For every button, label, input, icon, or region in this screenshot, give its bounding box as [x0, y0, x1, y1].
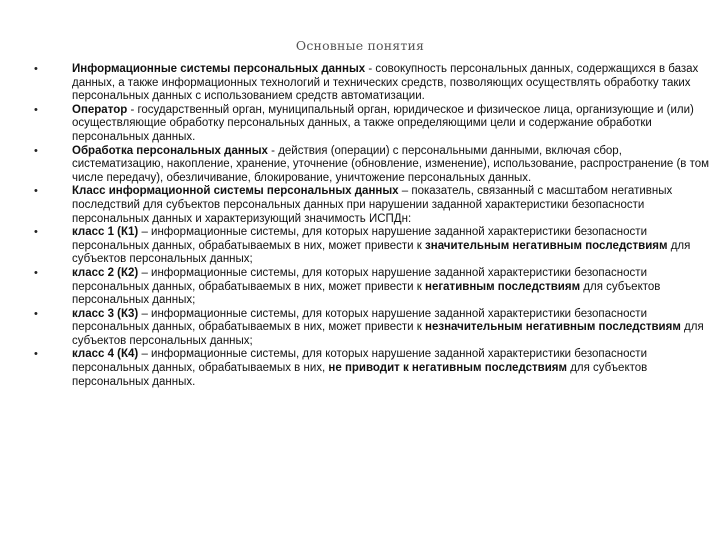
item-text: для субъектов персональных данных; — [72, 239, 691, 266]
list-item — [0, 145, 720, 186]
list-item — [0, 104, 720, 145]
emphasis-text: значительным негативным последствиям — [425, 239, 668, 252]
item-text: - действия (операции) с персональными данными, включая сбор, систематизацию, накопление, хранение, уточнение (обновление, изменение), использование, распространение (в том числе передачу), обезличивание, блокирование, уничтожение персональных данных. — [72, 144, 710, 184]
item-text: – показатель, связанный с масштабом негативных последствий для субъектов персональных данных при нарушении заданной характеристики безопасности персональных данных и характеризующий значимость ИСПДн: — [72, 185, 673, 225]
item-text: - совокупность персональных данных, содержащихся в базах данных, а также информационных технологий и технических средств, позволяющих осуществлять обработку таких персональных данных с использованием средств автоматизации. — [72, 63, 699, 103]
term-label: класс 3 (К3) — [72, 307, 139, 320]
term-label: Оператор — [72, 103, 128, 116]
bullet-icon: • — [34, 103, 38, 116]
bullet-list — [0, 63, 720, 389]
item-text: - государственный орган, муниципальный орган, юридическое и физическое лица, организующие и (или) осуществляющие обработку персональных данных, а также определяющими цели и содержание обработки персональных данных. — [72, 103, 694, 143]
item-text: – информационные системы, для которых нарушение заданной характеристики безопасности персональных данных, обрабатываемых в них, может привести к — [72, 266, 647, 293]
term-label: Информационные системы персональных данных — [72, 63, 366, 75]
page-title: Основные понятия — [295, 38, 425, 53]
list-item — [0, 63, 720, 104]
bullet-icon: • — [34, 348, 38, 361]
bullet-icon: • — [34, 185, 38, 198]
emphasis-text: незначительным негативным последствиям — [425, 321, 681, 334]
list-item — [0, 267, 720, 308]
emphasis-text: негативным последствиям — [425, 280, 581, 293]
bullet-icon: • — [34, 144, 38, 157]
item-text: – информационные системы, для которых нарушение заданной характеристики безопасности персональных данных, обрабатываемых в них, — [72, 348, 647, 375]
item-text: для субъектов персональных данных. — [72, 362, 648, 388]
term-label: Класс информационной системы персональных данных — [72, 185, 399, 198]
term-label: класс 4 (К4) — [72, 348, 139, 361]
bullet-icon: • — [34, 307, 38, 320]
item-text: – информационные системы, для которых нарушение заданной характеристики безопасности персональных данных, обрабатываемых в них, может привести к — [72, 307, 647, 334]
emphasis-text: не приводит к негативным последствиям — [328, 362, 567, 375]
item-text: – информационные системы, для которых нарушение заданной характеристики безопасности персональных данных, обрабатываемых в них, может привести к — [72, 226, 647, 252]
list-item — [0, 185, 720, 226]
list-item — [0, 348, 720, 389]
term-label: класс 2 (К2) — [72, 266, 139, 279]
term-label: класс 1 (К1) — [72, 226, 139, 239]
bullet-icon: • — [34, 266, 38, 279]
item-text: для субъектов персональных данных; — [72, 280, 661, 307]
item-text: для субъектов персональных данных; — [72, 321, 704, 347]
bullet-icon: • — [34, 226, 38, 239]
bullet-icon: • — [34, 63, 38, 75]
term-label: Обработка персональных данных — [72, 144, 268, 157]
list-item — [0, 226, 720, 267]
list-item — [0, 308, 720, 349]
